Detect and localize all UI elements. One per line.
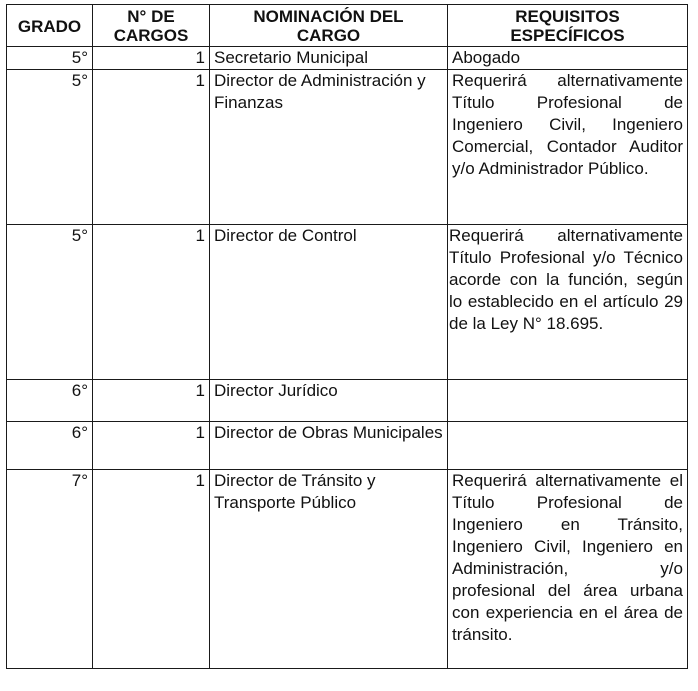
requisitos-text: Requerirá alternativamente Título Profesional y/o Técnico acorde con la función, según lo establecido en el artículo 29 de la Ley N° 18.695. xyxy=(449,226,683,333)
table-row xyxy=(7,422,688,470)
table-row xyxy=(7,380,688,422)
cell-cargos: 1 xyxy=(93,422,210,470)
cell-requisitos xyxy=(448,380,688,422)
header-cargos-line1: N° DE xyxy=(127,7,175,26)
header-nominacion-line1: NOMINACIÓN DEL xyxy=(253,7,404,26)
cell-cargos: 1 xyxy=(93,70,210,225)
requisitos-text: Abogado xyxy=(452,48,521,67)
cell-requisitos xyxy=(448,422,688,470)
header-grado-label: GRADO xyxy=(17,16,82,36)
cell-nominacion: Director de Control xyxy=(210,225,448,380)
cell-nominacion: Director de Tránsito y Transporte Público xyxy=(210,470,448,669)
cell-nominacion: Director de Obras Municipales xyxy=(210,422,448,470)
cell-cargos: 1 xyxy=(93,225,210,380)
cell-requisitos xyxy=(448,47,688,70)
cell-requisitos xyxy=(448,70,688,225)
header-grado xyxy=(7,5,93,47)
table-row xyxy=(7,70,688,225)
cell-grado: 6° xyxy=(7,422,93,470)
cell-grado: 7° xyxy=(7,470,93,669)
cell-nominacion: Director de Administración y Finanzas xyxy=(210,70,448,225)
cell-cargos: 1 xyxy=(93,47,210,70)
cell-grado: 5° xyxy=(7,70,93,225)
cell-requisitos xyxy=(448,470,688,669)
cell-nominacion: Secretario Municipal xyxy=(210,47,448,70)
cell-cargos: 1 xyxy=(93,380,210,422)
table-row xyxy=(7,47,688,70)
table-header-row xyxy=(7,5,688,47)
header-nominacion xyxy=(210,5,448,47)
cell-grado: 5° xyxy=(7,47,93,70)
requisitos-text: Requerirá alternativamente el Título Profesional de Ingeniero en Tránsito, Ingeniero Civil, Ingeniero en Administración, y/o profesional del área urbana con experiencia en el área de tránsito. xyxy=(452,471,683,644)
header-requisitos xyxy=(448,5,688,47)
table-row xyxy=(7,470,688,669)
cargos-table xyxy=(6,4,688,669)
header-cargos-line2: CARGOS xyxy=(113,26,189,45)
header-cargos xyxy=(93,5,210,47)
cell-cargos: 1 xyxy=(93,470,210,669)
table-row xyxy=(7,225,688,380)
header-requisitos-line2: ESPECÍFICOS xyxy=(510,26,625,45)
cell-nominacion: Director Jurídico xyxy=(210,380,448,422)
cell-requisitos xyxy=(448,225,688,380)
cell-grado: 6° xyxy=(7,380,93,422)
cell-grado: 5° xyxy=(7,225,93,380)
header-nominacion-line2: CARGO xyxy=(296,26,361,45)
header-requisitos-line1: REQUISITOS xyxy=(515,7,620,26)
requisitos-text: Requerirá alternativamente Título Profesional de Ingeniero Civil, Ingeniero Comercial, Contador Auditor y/o Administrador Público. xyxy=(452,71,683,178)
